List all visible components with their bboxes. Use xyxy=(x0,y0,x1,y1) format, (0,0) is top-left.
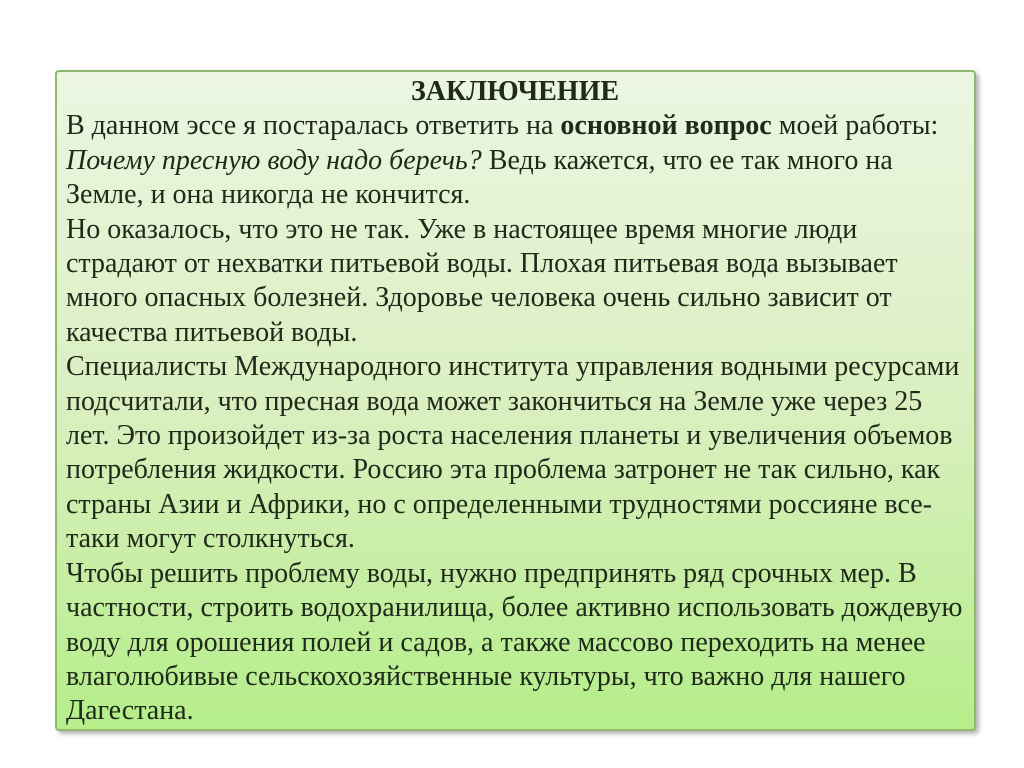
essay-text-segment: Чтобы решить проблему воды, нужно предпринять ряд срочных мер. В частности, строить водохранилища, более активно использовать дождевую воду для орошения полей и садов, а также массово переходить на менее влаголюбивые сельскохозяйственные культуры, что важно для нашего Дагестана. xyxy=(66,557,963,727)
essay-text-segment: основной вопрос xyxy=(560,110,772,142)
essay-paragraph xyxy=(66,557,964,729)
essay-text-segment: Специалисты Международного института управления водными ресурсами подсчитали, что пресная вода может закончиться на Земле уже через 25 лет. Это произойдет из-за роста населения планеты и увеличения объемов потребления жидкости. Россию эта проблема затронет не так сильно, как страны Азии и Африки, но с определенными трудностями россияне все-таки могут столкнуться. xyxy=(66,351,960,555)
essay-text-segment: Но оказалось, что это не так. Уже в настоящее время многие люди страдают от нехватки питьевой воды. Плохая питьевая вода вызывает много опасных болезней. Здоровье человека очень сильно зависит от качества питьевой воды. xyxy=(66,213,898,348)
essay-text-segment: Ведь кажется, что ее так много на Земле, и она никогда не кончится. xyxy=(66,144,893,211)
essay-paragraph xyxy=(66,109,964,212)
essay-text-block xyxy=(66,75,964,729)
slide-title: ЗАКЛЮЧЕНИЕ xyxy=(410,76,620,107)
essay-text-segment: моей работы: xyxy=(771,110,939,142)
essay-text-segment: В данном эссе я постаралась ответить на xyxy=(66,110,561,142)
essay-paragraphs xyxy=(66,109,964,728)
essay-text-segment: Почему пресную воду надо беречь? xyxy=(66,144,482,176)
essay-conclusion-box xyxy=(55,70,976,731)
essay-paragraph xyxy=(66,213,964,351)
essay-paragraph xyxy=(66,350,964,556)
